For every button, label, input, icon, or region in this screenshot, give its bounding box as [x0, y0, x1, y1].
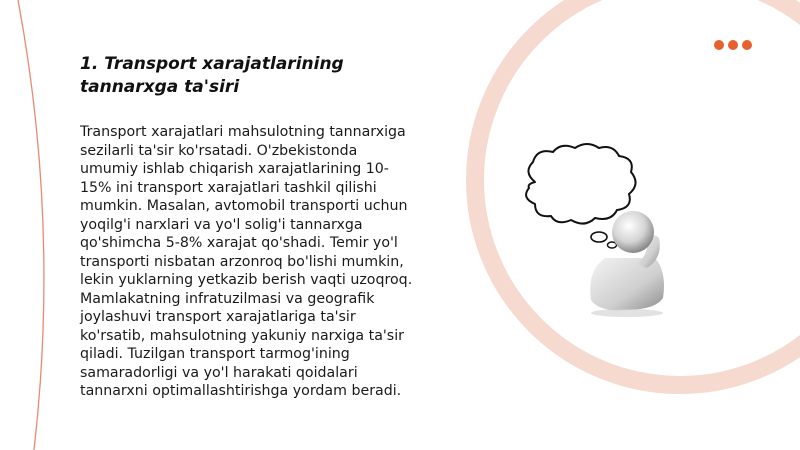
- dot-icon: [742, 40, 752, 50]
- dot-icon: [728, 40, 738, 50]
- slide-body-text: Transport xarajatlari mahsulotning tannarxiga sezilarli ta'sir ko'rsatadi. O'zbekistonda umumiy ishlab chiqarish xarajatlarining 10-15% ini transport xarajatlari tashkil qilishi mumkin. Masalan, avtomobil transporti uchun yoqilg'i narxlari va yo'l solig'i tannarxga qo'shimcha 5-8% xarajat qo'shadi. Temir yo'l transporti nisbatan arzonroq bo'lishi mumkin, lekin yuklarning yetkazib berish vaqti uzoqroq. Mamlakatning infratuzilmasi va geografik joylashuvi transport xarajatlariga ta'sir ko'rsatib, mahsulotning yakuniy narxiga ta'sir qiladi. Tuzilgan transport tarmog'ining samaradorligi va yo'l harakati qoidalari tannarxni optimallashtirishga yordam beradi.: [80, 124, 413, 399]
- thought-cloud-icon: [526, 144, 635, 224]
- left-arc-line: [18, 0, 44, 450]
- dot-icon: [714, 40, 724, 50]
- thinking-person-icon: [515, 140, 680, 320]
- decorative-dots: [714, 40, 752, 50]
- person-head: [612, 211, 654, 253]
- slide-title: 1. Transport xarajatlarining tannarxga ta'siri: [80, 54, 344, 97]
- person-body: [590, 258, 664, 310]
